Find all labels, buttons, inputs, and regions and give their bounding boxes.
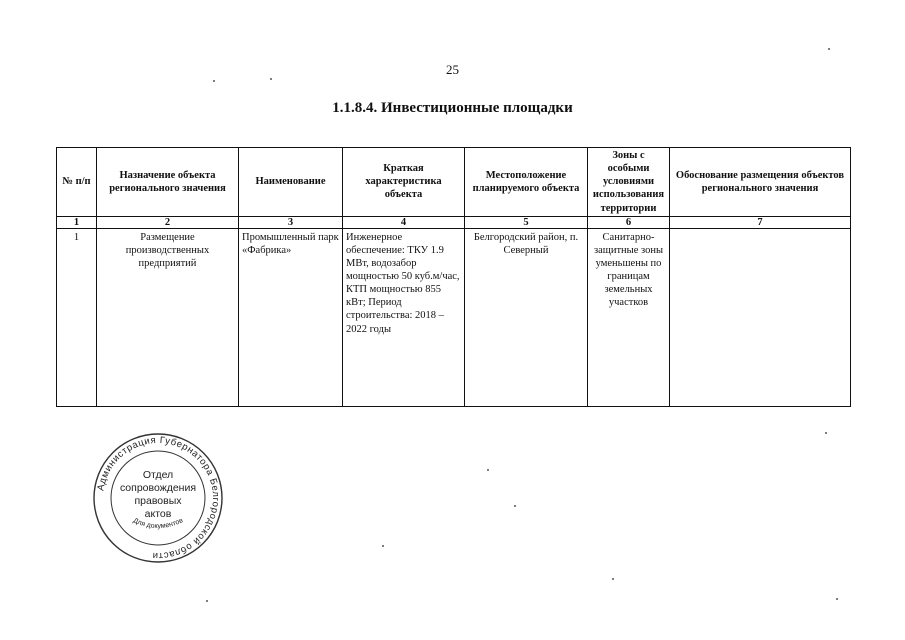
cell-number: 1 bbox=[57, 228, 97, 406]
scan-speck bbox=[612, 578, 614, 580]
scan-speck bbox=[487, 469, 489, 471]
stamp-line: актов bbox=[144, 508, 172, 520]
header-name: Наименование bbox=[239, 148, 343, 217]
header-justification: Обоснование размещения объектов регионального значения bbox=[670, 148, 851, 217]
column-number: 7 bbox=[670, 216, 851, 228]
cell-location: Белгородский район, п. Северный bbox=[465, 228, 588, 406]
investment-sites-table bbox=[56, 147, 851, 407]
scan-speck bbox=[828, 48, 830, 50]
header-location: Местоположение планируемого объекта bbox=[465, 148, 588, 217]
column-number: 1 bbox=[57, 216, 97, 228]
column-number: 2 bbox=[97, 216, 239, 228]
page-number: 25 bbox=[446, 62, 459, 77]
stamp-line: сопровождения bbox=[119, 482, 197, 494]
column-number: 5 bbox=[465, 216, 588, 228]
cell-name: Промышленный парк «Фабрика» bbox=[239, 228, 343, 406]
header-purpose: Назначение объекта регионального значения bbox=[97, 148, 239, 217]
column-number-row bbox=[57, 216, 851, 228]
stamp-line: правовых bbox=[134, 495, 182, 507]
header-characteristics: Краткая характеристика объекта bbox=[343, 148, 465, 217]
scan-speck bbox=[382, 545, 384, 547]
scan-speck bbox=[213, 80, 215, 82]
official-stamp bbox=[90, 430, 226, 566]
cell-purpose: Размещение производственных предприятий bbox=[97, 228, 239, 406]
header-zones: Зоны с особыми условиями использования территории bbox=[588, 148, 670, 217]
scan-speck bbox=[836, 598, 838, 600]
section-title: 1.1.8.4. Инвестиционные площадки bbox=[332, 100, 573, 116]
column-number: 4 bbox=[343, 216, 465, 228]
scan-speck bbox=[270, 78, 272, 80]
header-number: № п/п bbox=[57, 148, 97, 217]
scan-speck bbox=[825, 432, 827, 434]
table-header-row bbox=[57, 148, 851, 217]
column-number: 6 bbox=[588, 216, 670, 228]
cell-justification bbox=[670, 228, 851, 406]
stamp-ring-text: Администрация Губернатора Белгородской области bbox=[95, 434, 222, 562]
scan-speck bbox=[206, 600, 208, 602]
column-number: 3 bbox=[239, 216, 343, 228]
cell-zones: Санитарно-защитные зоны уменьшены по границам земельных участков bbox=[588, 228, 670, 406]
stamp-line: Отдел bbox=[142, 469, 174, 481]
stamp-bottom-text: Для документов bbox=[131, 517, 185, 531]
table-row bbox=[57, 228, 851, 406]
cell-characteristics: Инженерное обеспечение: ТКУ 1.9 МВт, водозабор мощностью 50 куб.м/час, КТП мощностью 855 кВт; Период строительства: 2018 – 2022 годы bbox=[343, 228, 465, 406]
scan-speck bbox=[514, 505, 516, 507]
